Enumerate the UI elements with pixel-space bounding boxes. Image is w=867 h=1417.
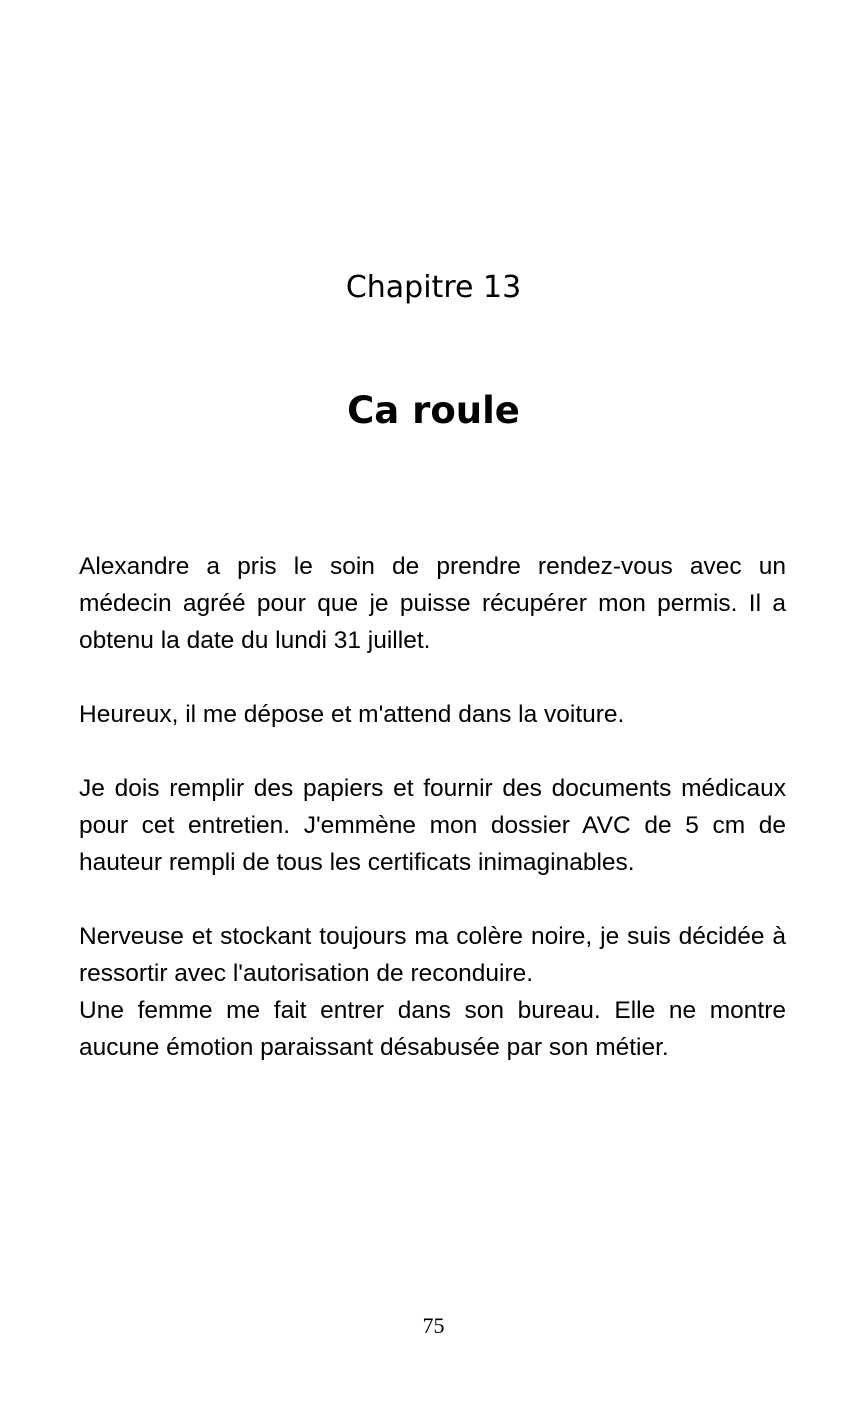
chapter-body (79, 548, 786, 1066)
paragraph: Heureux, il me dépose et m'attend dans la voiture. (79, 701, 625, 728)
paragraph: Je dois remplir des papiers et fournir des documents médicaux pour cet entretien. J'emmène mon dossier AVC de 5 cm de hauteur rempli de tous les certificats inimaginables. (79, 775, 786, 876)
paragraph: Nerveuse et stockant toujours ma colère noire, je suis décidée à ressortir avec l'autorisation de reconduire. (79, 923, 786, 987)
page-number: 75 (422, 1313, 445, 1338)
chapter-label: Chapitre 13 (345, 270, 522, 305)
paragraph: Alexandre a pris le soin de prendre rendez-vous avec un médecin agréé pour que je puisse récupérer mon permis. Il a obtenu la date du lundi 31 juillet. (79, 553, 786, 654)
chapter-title: Ca roule (347, 389, 520, 432)
paragraph: Une femme me fait entrer dans son bureau. Elle ne montre aucune émotion paraissant désabusée par son métier. (79, 997, 786, 1061)
